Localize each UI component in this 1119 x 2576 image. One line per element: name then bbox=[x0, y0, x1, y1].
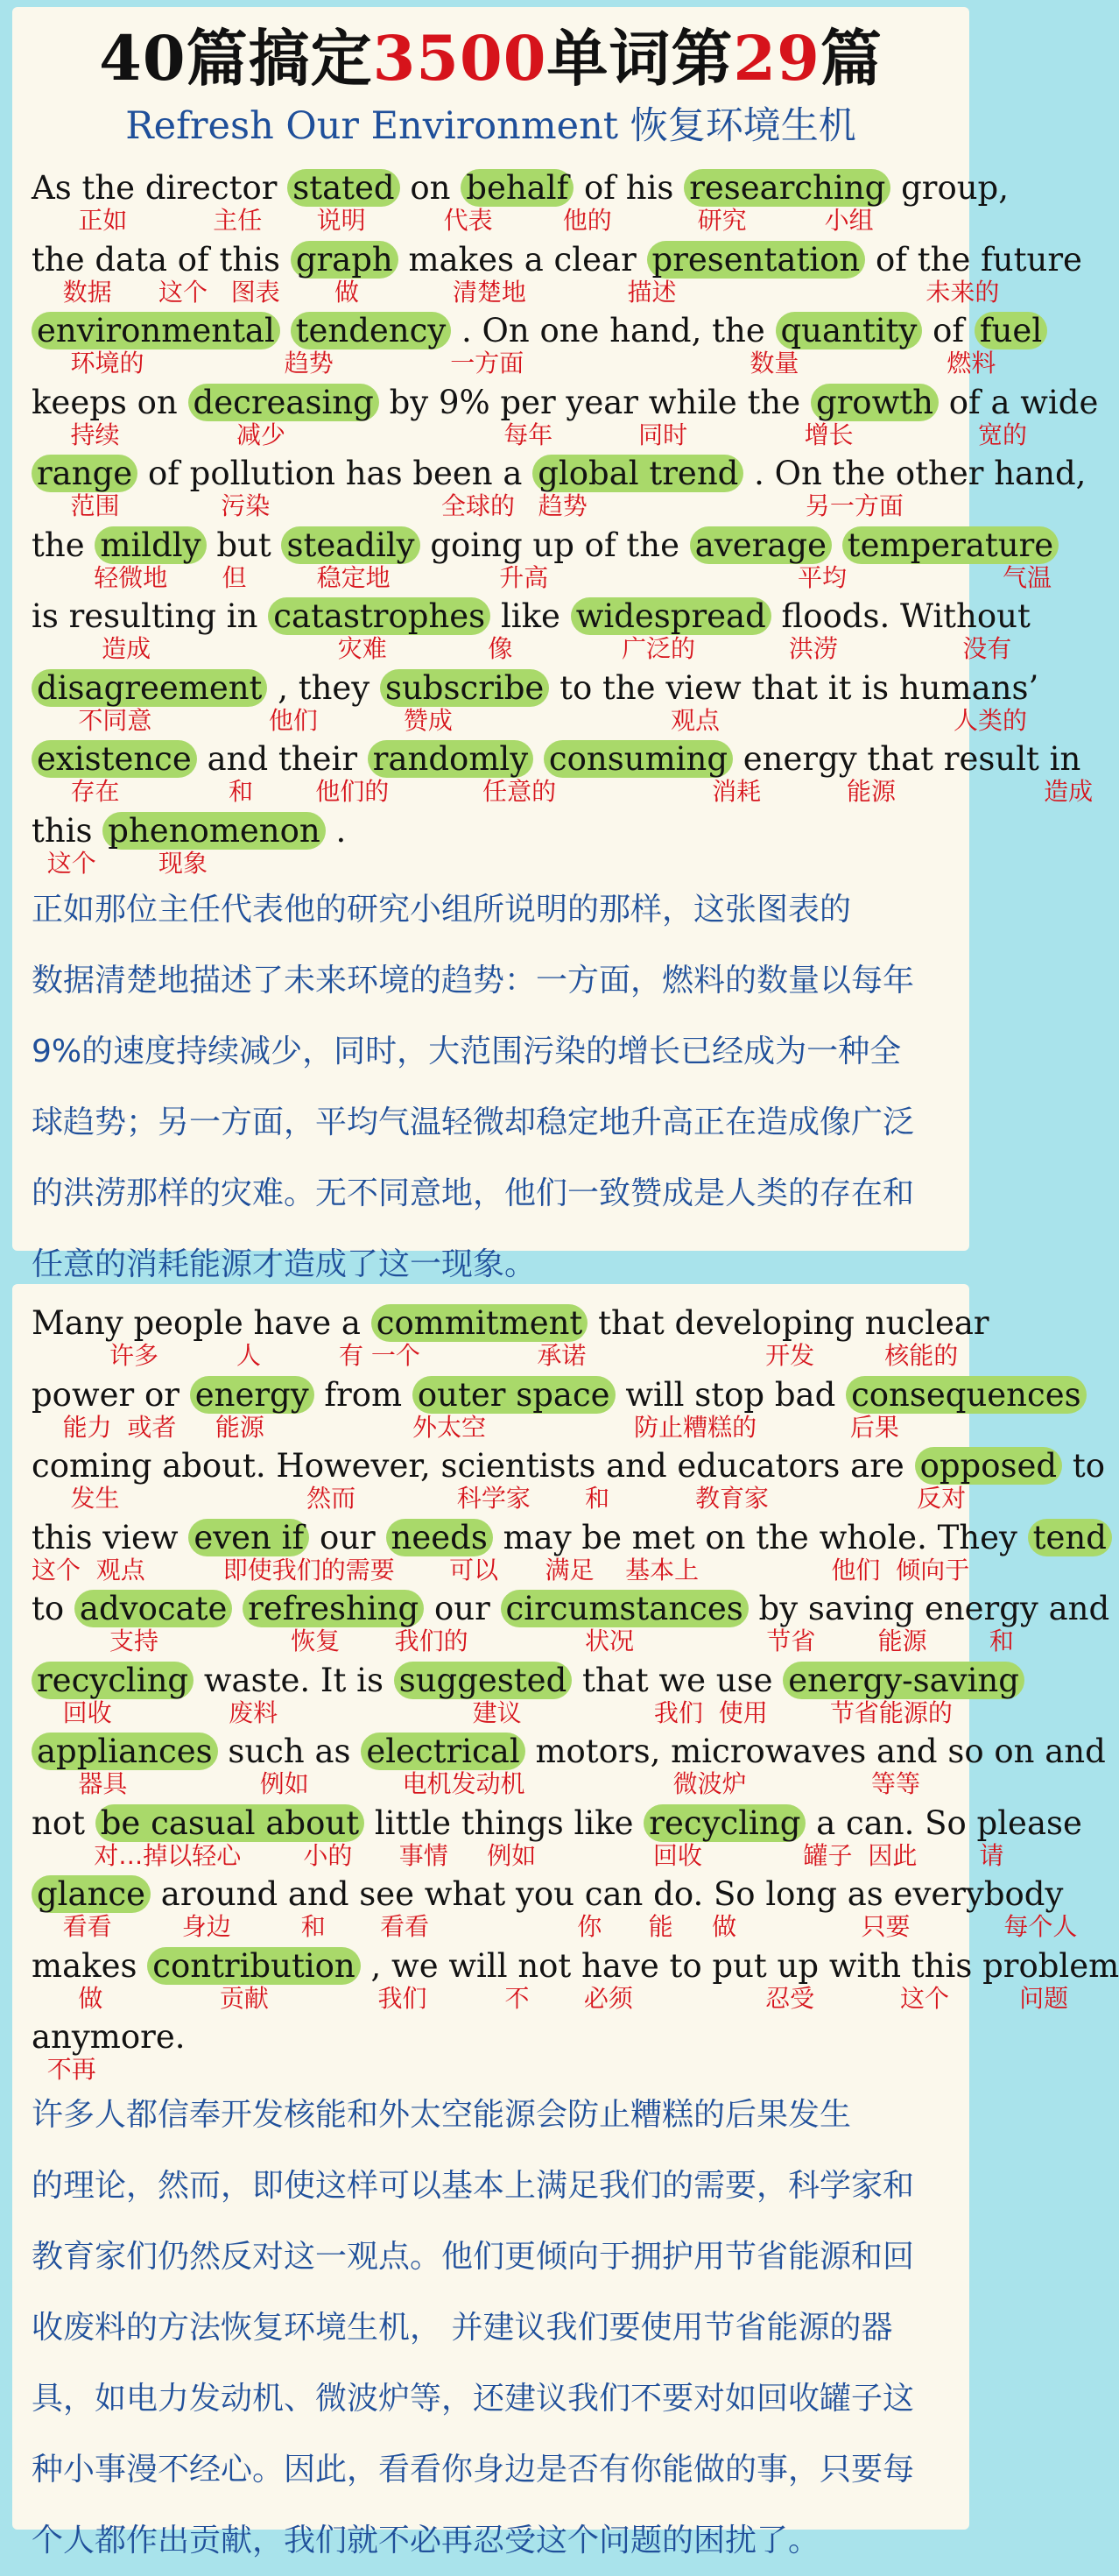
title-number-29: 29 bbox=[733, 22, 820, 95]
highlighted-word: tend bbox=[1028, 1519, 1112, 1556]
highlighted-word: opposed bbox=[915, 1447, 1063, 1485]
translation-line: 个人都作出贡献，我们就不必再忍受这个问题的困扰了。 bbox=[32, 2523, 820, 2558]
highlighted-word: consuming bbox=[544, 740, 733, 778]
chinese-gloss-line: 对…掉以轻心 小的 事情 例如 回收 罐子 因此 请 bbox=[32, 1840, 1004, 1870]
highlighted-word: energy-saving bbox=[783, 1662, 1024, 1699]
page-title bbox=[12, 18, 969, 100]
chinese-translation-two bbox=[32, 2079, 951, 2576]
english-line bbox=[32, 1589, 1110, 1629]
english-text: makes bbox=[32, 1946, 137, 1985]
chinese-gloss-line: 持续 减少 每年 同时 增长 宽的 bbox=[32, 420, 1028, 449]
english-text: floods. Without bbox=[781, 597, 1031, 635]
english-text: like bbox=[500, 597, 560, 635]
chinese-gloss-line: 看看 身边 和 看看 你 能 做 只要 每个人 bbox=[32, 1912, 1078, 1941]
english-text: this bbox=[32, 811, 93, 850]
english-text: is resulting in bbox=[32, 597, 258, 635]
chinese-gloss-line: 器具 例如 电机发动机 微波炉 等等 bbox=[32, 1769, 921, 1798]
english-text: of the future bbox=[876, 240, 1082, 279]
highlighted-word: tendency bbox=[291, 312, 452, 349]
english-text: and their bbox=[207, 740, 358, 778]
translation-line: 任意的消耗能源才造成了这一现象。 bbox=[32, 1246, 537, 1282]
highlighted-word: energy bbox=[190, 1376, 314, 1414]
english-text: motors, microwaves and so on and bbox=[535, 1733, 1106, 1770]
english-text: that developing nuclear bbox=[598, 1304, 989, 1342]
chinese-gloss-line: 这个 现象 bbox=[32, 848, 208, 878]
english-text: to bbox=[1072, 1447, 1106, 1485]
english-text: may be met on the whole. They bbox=[503, 1518, 1017, 1556]
english-text: of a wide bbox=[948, 383, 1099, 421]
highlighted-word: behalf bbox=[461, 169, 574, 207]
highlighted-word: outer space bbox=[412, 1376, 616, 1414]
chinese-gloss-line: 数据 这个 图表 做 清楚地 描述 未来的 bbox=[32, 277, 1000, 307]
page-subtitle: Refresh Our Environment 恢复环境生机 bbox=[125, 104, 856, 148]
highlighted-word: recycling bbox=[644, 1804, 806, 1842]
highlighted-word: glance bbox=[32, 1875, 151, 1913]
chinese-translation-one bbox=[32, 874, 951, 1300]
chinese-gloss-line: 造成 灾难 像 广泛的 洪涝 没有 bbox=[32, 634, 1012, 663]
english-line bbox=[32, 383, 1099, 423]
english-line bbox=[32, 2017, 951, 2057]
english-text: . bbox=[335, 811, 347, 850]
highlighted-word: environmental bbox=[32, 312, 280, 349]
highlighted-word: temperature bbox=[842, 526, 1059, 564]
english-text: by 9% per year while the bbox=[389, 383, 801, 421]
translation-line: 9%的速度持续减少，同时，大范围污染的增长已经成为一种全 bbox=[32, 1034, 902, 1069]
highlighted-word: growth bbox=[811, 384, 939, 421]
english-text: energy that result in bbox=[742, 740, 1081, 778]
english-text: a can. So please bbox=[816, 1803, 1082, 1842]
chinese-gloss-line: 轻微地 但 稳定地 升高 平均 气温 bbox=[32, 562, 1052, 592]
highlighted-word: be casual about bbox=[95, 1804, 364, 1842]
english-text: , they bbox=[278, 668, 370, 707]
english-line bbox=[32, 240, 1082, 280]
highlighted-word: needs bbox=[386, 1519, 493, 1556]
english-line bbox=[32, 1946, 1119, 1987]
english-text: going up of the bbox=[430, 526, 680, 564]
english-line bbox=[32, 526, 1054, 566]
english-line bbox=[32, 1803, 1082, 1844]
chinese-gloss-line: 做 贡献 我们 不 必须 忍受 这个 问题 bbox=[32, 1983, 1069, 2013]
chinese-gloss-line: 环境的 趋势 一方面 数量 燃料 bbox=[32, 349, 996, 378]
english-text: , we will not have to put up with this problem bbox=[370, 1946, 1119, 1985]
english-text: not bbox=[32, 1803, 85, 1842]
highlighted-word: even if bbox=[188, 1519, 309, 1556]
english-text: our bbox=[319, 1518, 376, 1556]
english-text: As the director bbox=[32, 169, 278, 207]
highlighted-word: average bbox=[690, 526, 832, 564]
english-text: Many people have a bbox=[32, 1304, 361, 1342]
chinese-gloss-line: 不再 bbox=[32, 2055, 96, 2084]
english-text: . On the other hand, bbox=[754, 455, 1087, 492]
highlighted-word: mildly bbox=[95, 526, 206, 564]
english-line bbox=[32, 739, 1081, 780]
article-part-one bbox=[12, 7, 1099, 1282]
english-line bbox=[32, 1446, 1106, 1486]
english-line bbox=[32, 454, 1087, 494]
translation-line: 教育家们仍然反对这一观点。他们更倾向于拥护用节省能源和回 bbox=[32, 2239, 915, 2275]
highlighted-word: phenomenon bbox=[102, 812, 325, 850]
english-line bbox=[32, 311, 1043, 351]
english-text: will stop bad bbox=[625, 1375, 836, 1414]
highlighted-word: electrical bbox=[361, 1733, 524, 1770]
english-text: but bbox=[216, 526, 271, 564]
english-text: waste. It is bbox=[203, 1661, 384, 1699]
chinese-gloss-line: 发生 然而 科学家 和 教育家 反对 bbox=[32, 1484, 967, 1513]
title-text-3: 篇 bbox=[820, 22, 883, 95]
highlighted-word: researching bbox=[684, 169, 890, 207]
english-text: . On one hand, the bbox=[461, 312, 765, 349]
english-text: of pollution has been a bbox=[147, 455, 523, 492]
highlighted-word: graph bbox=[291, 241, 398, 279]
english-line bbox=[32, 168, 1010, 208]
english-text: our bbox=[433, 1590, 490, 1627]
english-text: of bbox=[932, 312, 965, 349]
title-text-1: 40篇搞定 bbox=[99, 22, 373, 95]
highlighted-word: presentation bbox=[647, 241, 866, 279]
highlighted-word: refreshing bbox=[243, 1590, 424, 1627]
english-text: that we use bbox=[582, 1661, 773, 1699]
english-text: the data of this bbox=[32, 240, 281, 279]
highlighted-word: randomly bbox=[368, 740, 533, 778]
highlighted-word: consequences bbox=[846, 1376, 1087, 1414]
english-text: around and see what you can do. So long as everybody bbox=[160, 1875, 1064, 1913]
highlighted-word: fuel bbox=[975, 312, 1047, 349]
english-line bbox=[32, 1518, 1107, 1558]
highlighted-word: widespread bbox=[571, 597, 771, 635]
english-text: power or bbox=[32, 1375, 179, 1414]
translation-line: 球趋势；另一方面，平均气温轻微却稳定地升高正在造成像广泛 bbox=[32, 1105, 915, 1140]
highlighted-word: appliances bbox=[32, 1733, 218, 1770]
translation-line: 许多人都信奉开发核能和外太空能源会防止糟糕的后果发生 bbox=[32, 2097, 852, 2133]
chinese-gloss-line: 这个 观点 即使我们的需要 可以 满足 基本上 他们 倾向于 bbox=[32, 1555, 970, 1584]
english-text: the bbox=[32, 526, 85, 564]
title-text-2: 单词第 bbox=[546, 22, 734, 95]
english-text: little things like bbox=[374, 1803, 634, 1842]
translation-line: 正如那位主任代表他的研究小组所说明的那样，这张图表的 bbox=[32, 892, 852, 928]
english-line bbox=[32, 811, 951, 851]
highlighted-word: suggested bbox=[394, 1662, 573, 1699]
chinese-gloss-line: 正如 主任 说明 代表 他的 研究 小组 bbox=[32, 206, 874, 235]
highlighted-word: circumstances bbox=[501, 1590, 749, 1627]
highlighted-word: range bbox=[32, 455, 137, 492]
english-text: this view bbox=[32, 1518, 179, 1556]
english-text: keeps on bbox=[32, 383, 178, 421]
highlighted-word: stated bbox=[287, 169, 399, 207]
translation-line: 具，如电力发动机、微波炉等，还建议我们不要对如回收罐子这 bbox=[32, 2381, 915, 2417]
english-text: on bbox=[410, 169, 451, 207]
highlighted-word: quantity bbox=[776, 312, 923, 349]
english-text: to the view that it is humans’ bbox=[560, 668, 1039, 707]
highlighted-word: subscribe bbox=[380, 669, 549, 707]
english-line bbox=[32, 668, 1039, 709]
highlighted-word: recycling bbox=[32, 1662, 194, 1699]
english-text: by saving energy and bbox=[758, 1590, 1110, 1627]
english-text: makes a clear bbox=[408, 240, 637, 279]
english-text: of his bbox=[584, 169, 674, 207]
chinese-gloss-line: 许多 人 有 一个 承诺 开发 核能的 bbox=[32, 1341, 959, 1370]
highlighted-word: advocate bbox=[74, 1590, 232, 1627]
translation-line: 的理论，然而，即使这样可以基本上满足我们的需要，科学家和 bbox=[32, 2168, 915, 2204]
english-line bbox=[32, 1874, 1064, 1915]
english-line bbox=[32, 1732, 1106, 1772]
english-text: from bbox=[324, 1375, 403, 1414]
translation-line: 的洪涝那样的灾难。无不同意地，他们一致赞成是人类的存在和 bbox=[32, 1175, 915, 1211]
english-text: such as bbox=[228, 1733, 351, 1770]
chinese-gloss-line: 回收 废料 建议 我们 使用 节省能源的 bbox=[32, 1697, 953, 1727]
english-line bbox=[32, 1375, 1081, 1415]
highlighted-word: commitment bbox=[371, 1304, 588, 1342]
highlighted-word: existence bbox=[32, 740, 197, 778]
highlighted-word: steadily bbox=[281, 526, 419, 564]
chinese-gloss-line: 能力 或者 能源 外太空 防止糟糕的 后果 bbox=[32, 1412, 899, 1442]
chinese-gloss-line: 支持 恢复 我们的 状况 节省 能源 和 bbox=[32, 1627, 1014, 1655]
highlighted-word: decreasing bbox=[188, 384, 379, 421]
english-line bbox=[32, 596, 1031, 637]
english-text: to bbox=[32, 1590, 65, 1627]
highlighted-word: global trend bbox=[532, 455, 743, 492]
chinese-gloss-line: 范围 污染 全球的 趋势 另一方面 bbox=[32, 491, 904, 520]
highlighted-word: disagreement bbox=[32, 669, 267, 707]
translation-line: 数据清楚地描述了未来环境的趋势：一方面，燃料的数量以每年 bbox=[32, 963, 915, 999]
title-number-3500: 3500 bbox=[372, 22, 547, 95]
english-text: coming about. However, scientists and educators are bbox=[32, 1447, 904, 1485]
translation-line: 种小事漫不经心。因此，看看你身边是否有你能做的事，只要每 bbox=[32, 2452, 915, 2488]
english-line bbox=[32, 1661, 1019, 1701]
chinese-gloss-line: 不同意 他们 赞成 观点 人类的 bbox=[32, 705, 1028, 735]
article-part-two bbox=[12, 1284, 1119, 2558]
highlighted-word: contribution bbox=[147, 1947, 361, 1985]
translation-line: 收废料的方法恢复环境生机， 并建议我们要使用节省能源的器 bbox=[32, 2310, 893, 2346]
chinese-gloss-line: 存在 和 他们的 任意的 消耗 能源 造成 bbox=[32, 777, 1094, 806]
english-text: group, bbox=[901, 169, 1010, 207]
highlighted-word: catastrophes bbox=[268, 597, 490, 635]
english-text: anymore. bbox=[32, 2018, 186, 2056]
english-line bbox=[32, 1303, 989, 1344]
